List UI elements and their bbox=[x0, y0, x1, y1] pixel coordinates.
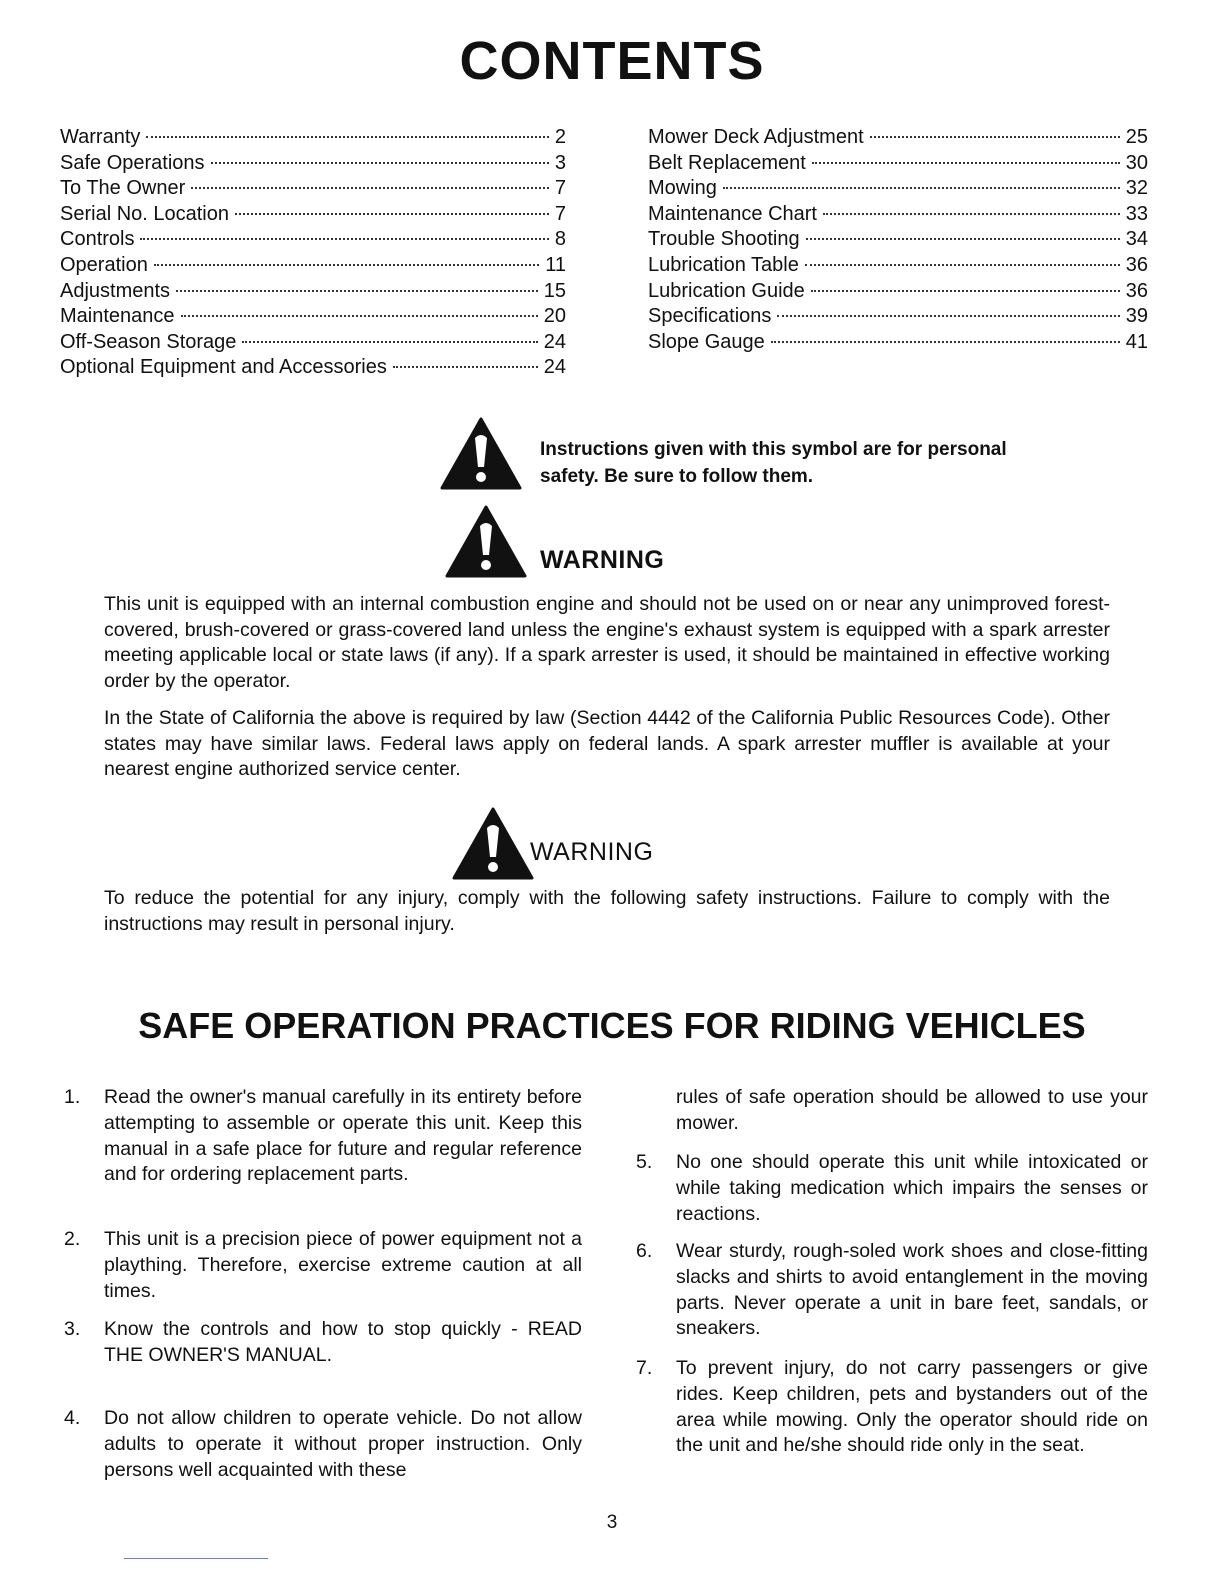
toc-leader bbox=[191, 187, 549, 189]
rule-number: 5. bbox=[636, 1151, 653, 1173]
toc-label: Operation bbox=[60, 253, 148, 276]
toc-label: Controls bbox=[60, 228, 135, 251]
toc-label: Mower Deck Adjustment bbox=[648, 126, 864, 148]
toc-page: 24 bbox=[543, 356, 566, 379]
toc-leader bbox=[176, 290, 538, 292]
toc-entry[interactable] bbox=[648, 304, 1148, 330]
toc-entry[interactable] bbox=[60, 279, 566, 305]
toc-leader bbox=[723, 187, 1120, 189]
toc-entry[interactable] bbox=[648, 125, 1148, 151]
toc-page: 36 bbox=[1125, 253, 1148, 276]
toc-leader bbox=[181, 315, 538, 317]
toc-leader bbox=[211, 162, 549, 164]
contents-title: CONTENTS bbox=[459, 31, 765, 91]
toc-label: Serial No. Location bbox=[60, 202, 229, 225]
toc-entry[interactable] bbox=[60, 304, 566, 330]
toc-entry[interactable] bbox=[648, 227, 1148, 253]
toc-leader bbox=[870, 136, 1120, 138]
toc-label: Belt Replacement bbox=[648, 151, 806, 174]
toc-leader bbox=[235, 213, 549, 215]
toc-page: 3 bbox=[554, 151, 566, 174]
toc-left-column bbox=[60, 125, 566, 381]
toc-page: 30 bbox=[1125, 151, 1148, 174]
toc-entry[interactable] bbox=[648, 176, 1148, 202]
toc-label: Mowing bbox=[648, 177, 717, 200]
rule-text: rules of safe operation should be allowed to use your mower. bbox=[676, 1086, 1148, 1134]
toc-leader bbox=[777, 315, 1119, 317]
warning-paragraph: In the State of California the above is required by law (Section 4442 of the California Public Resources Code). Other states may have similar laws. Federal laws apply on federal lands. A spark arrester muffler is available at your nearest engine authorized service center. bbox=[104, 707, 1110, 780]
toc-entry[interactable] bbox=[60, 176, 566, 202]
toc-leader bbox=[805, 264, 1120, 266]
warning-paragraph: To reduce the potential for any injury, comply with the following safety instructions. Failure to comply with the instructions may result in personal injury. bbox=[104, 887, 1110, 935]
rule-text: Read the owner's manual carefully in its entirety before attempting to assemble or operate this unit. Keep this manual in a safe place for future and regular reference and for ordering replacement parts. bbox=[104, 1086, 582, 1186]
toc-page: 11 bbox=[545, 253, 566, 276]
footer-rule bbox=[124, 1558, 268, 1559]
toc-label: Specifications bbox=[648, 305, 772, 328]
rule-text: To prevent injury, do not carry passengers or give rides. Keep children, pets and bystanders out of the area while mowing. Only the operator should ride on the unit and he/she should ride only in the seat. bbox=[676, 1357, 1148, 1457]
toc-label: Optional Equipment and Accessories bbox=[60, 356, 387, 379]
toc-label: Adjustments bbox=[60, 279, 171, 302]
warning-paragraph: This unit is equipped with an internal combustion engine and should not be used on or near any unimproved forest-covered, brush-covered or grass-covered land unless the engine's exhaust system is equipped with a spark arrester meeting applicable local or state laws (if any). If a spark arrester is used, it should be maintained in effective working order by the operator. bbox=[104, 593, 1110, 692]
rule-number: 1. bbox=[64, 1086, 81, 1108]
toc-page: 20 bbox=[543, 305, 566, 328]
toc-entry[interactable] bbox=[60, 253, 566, 279]
toc-label: Slope Gauge bbox=[648, 330, 765, 353]
toc-page: 2 bbox=[554, 126, 566, 148]
toc-page: 15 bbox=[543, 279, 566, 302]
toc-page: 8 bbox=[554, 228, 566, 251]
toc-page: 32 bbox=[1125, 177, 1148, 200]
rule-number: 4. bbox=[64, 1407, 81, 1429]
toc-leader bbox=[393, 366, 538, 368]
toc-label: Safe Operations bbox=[60, 151, 205, 174]
toc-page: 39 bbox=[1125, 305, 1148, 328]
rule-text: Know the controls and how to stop quickly - READ THE OWNER'S MANUAL. bbox=[104, 1318, 582, 1366]
toc-entry[interactable] bbox=[648, 253, 1148, 279]
toc-leader bbox=[140, 238, 548, 240]
safety-alert-icon bbox=[440, 416, 522, 490]
toc-label: Lubrication Guide bbox=[648, 279, 805, 302]
toc-page: 24 bbox=[543, 330, 566, 353]
warning-heading: WARNING bbox=[540, 546, 665, 574]
toc-leader bbox=[812, 162, 1120, 164]
toc-page: 36 bbox=[1125, 279, 1148, 302]
toc-entry[interactable] bbox=[648, 202, 1148, 228]
toc-label: Warranty bbox=[60, 126, 141, 148]
toc-right-column bbox=[648, 125, 1148, 355]
safety-symbol-note: Instructions given with this symbol are for personal safety. Be sure to follow them. bbox=[540, 439, 1007, 487]
rule-text: No one should operate this unit while intoxicated or while taking medication which impairs the senses or reactions. bbox=[676, 1151, 1148, 1225]
rule-number: 6. bbox=[636, 1240, 653, 1262]
warning-icon bbox=[452, 806, 534, 880]
toc-page: 41 bbox=[1125, 330, 1148, 353]
toc-leader bbox=[146, 136, 548, 138]
toc-entry[interactable] bbox=[60, 151, 566, 177]
rule-text: Wear sturdy, rough-soled work shoes and close-fitting slacks and shirts to avoid entanglement in the moving parts. Never operate a unit in bare feet, sandals, or sneakers. bbox=[676, 1240, 1148, 1340]
toc-leader bbox=[823, 213, 1120, 215]
toc-page: 25 bbox=[1125, 126, 1148, 148]
warning-heading: WARNING bbox=[530, 838, 654, 866]
toc-leader bbox=[242, 341, 537, 343]
toc-label: To The Owner bbox=[60, 177, 186, 200]
page-number: 3 bbox=[606, 1512, 618, 1533]
warning-icon bbox=[445, 504, 527, 578]
toc-label: Trouble Shooting bbox=[648, 228, 800, 251]
rule-number: 7. bbox=[636, 1357, 653, 1379]
toc-label: Maintenance bbox=[60, 305, 175, 328]
toc-page: 7 bbox=[554, 177, 566, 200]
rule-number: 3. bbox=[64, 1318, 81, 1340]
toc-label: Maintenance Chart bbox=[648, 202, 817, 225]
toc-entry[interactable] bbox=[60, 202, 566, 228]
toc-leader bbox=[771, 341, 1120, 343]
toc-label: Off-Season Storage bbox=[60, 330, 237, 353]
toc-leader bbox=[811, 290, 1120, 292]
toc-page: 33 bbox=[1125, 202, 1148, 225]
toc-entry[interactable] bbox=[60, 355, 566, 381]
toc-entry[interactable] bbox=[60, 330, 566, 356]
toc-entry[interactable] bbox=[60, 125, 566, 151]
rule-text: Do not allow children to operate vehicle. Do not allow adults to operate it without proper instruction. Only persons well acquainted with these bbox=[104, 1407, 582, 1481]
rule-number: 2. bbox=[64, 1228, 81, 1250]
toc-entry[interactable] bbox=[648, 279, 1148, 305]
toc-leader bbox=[806, 238, 1120, 240]
toc-page: 34 bbox=[1125, 228, 1148, 251]
toc-page: 7 bbox=[554, 202, 566, 225]
rule-text: This unit is a precision piece of power equipment not a plaything. Therefore, exercise extreme caution at all times. bbox=[104, 1228, 582, 1302]
section-title: SAFE OPERATION PRACTICES FOR RIDING VEHICLES bbox=[138, 1005, 1086, 1046]
toc-leader bbox=[154, 264, 539, 266]
toc-entry[interactable] bbox=[648, 330, 1148, 356]
toc-label: Lubrication Table bbox=[648, 253, 799, 276]
toc-entry[interactable] bbox=[648, 151, 1148, 177]
toc-entry[interactable] bbox=[60, 227, 566, 253]
